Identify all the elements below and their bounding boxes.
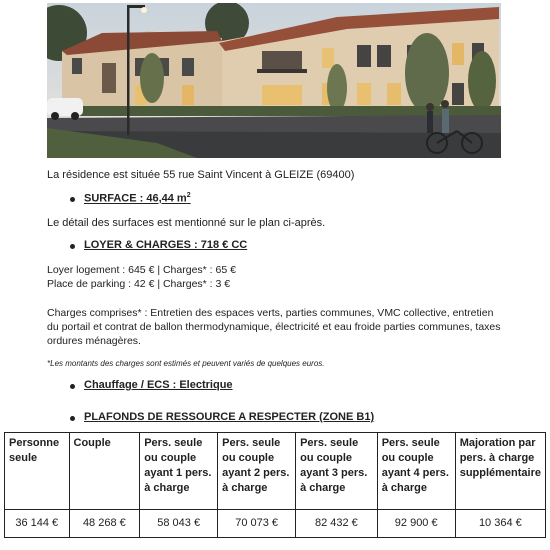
loyer-heading: LOYER & CHARGES : 718 € CC [84, 239, 248, 251]
header-cell: Couple [69, 433, 140, 510]
loyer-line-2: Place de parking : 42 € | Charges* : 3 € [47, 278, 231, 290]
charges-note: *Les montants des charges sont estimés et peuvent variés de quelques euros. [47, 359, 325, 368]
bullet-dot [70, 244, 75, 249]
surface-note: Le détail des surfaces est mentionné sur le plan ci-après. [47, 217, 326, 229]
value-cell: 82 432 € [296, 510, 378, 538]
header-cell: Majoration par pers. à charge supplémentaire [455, 433, 545, 510]
value-cell: 58 043 € [140, 510, 218, 538]
value-cell: 36 144 € [5, 510, 70, 538]
header-cell: Pers. seule ou couple ayant 4 pers. à charge [377, 433, 455, 510]
value-cell: 92 900 € [377, 510, 455, 538]
residence-photo [47, 3, 501, 158]
value-cell: 10 364 € [455, 510, 545, 538]
plafonds-heading: PLAFONDS DE RESSOURCE A RESPECTER (ZONE B1) [84, 411, 375, 423]
header-cell: Pers. seule ou couple ayant 2 pers. à charge [218, 433, 296, 510]
bullet-dot [70, 384, 75, 389]
ressources-table [4, 432, 546, 538]
table-row [5, 510, 546, 538]
table-header-row [5, 433, 546, 510]
header-cell: Pers. seule ou couple ayant 1 pers. à charge [140, 433, 218, 510]
header-cell: Pers. seule ou couple ayant 3 pers. à charge [296, 433, 378, 510]
value-cell: 48 268 € [69, 510, 140, 538]
value-cell: 70 073 € [218, 510, 296, 538]
address-text: La résidence est située 55 rue Saint Vincent à GLEIZE (69400) [47, 169, 355, 181]
bullet-dot [70, 197, 75, 202]
charges-text: Charges comprises* : Entretien des espaces verts, parties communes, VMC collective, entretien du portail et contrat de ballon thermodynamique, électricité et eau froide parties communes, taxes ordures ménagères. [47, 307, 501, 347]
loyer-line-1: Loyer logement : 645 € | Charges* : 65 € [47, 264, 236, 276]
surface-heading: SURFACE : 46,44 $m^2$ [84, 192, 191, 205]
chauffage-heading: Chauffage / ECS : Electrique [84, 379, 233, 391]
bullet-dot [70, 416, 75, 421]
header-cell: Personne seule [5, 433, 70, 510]
